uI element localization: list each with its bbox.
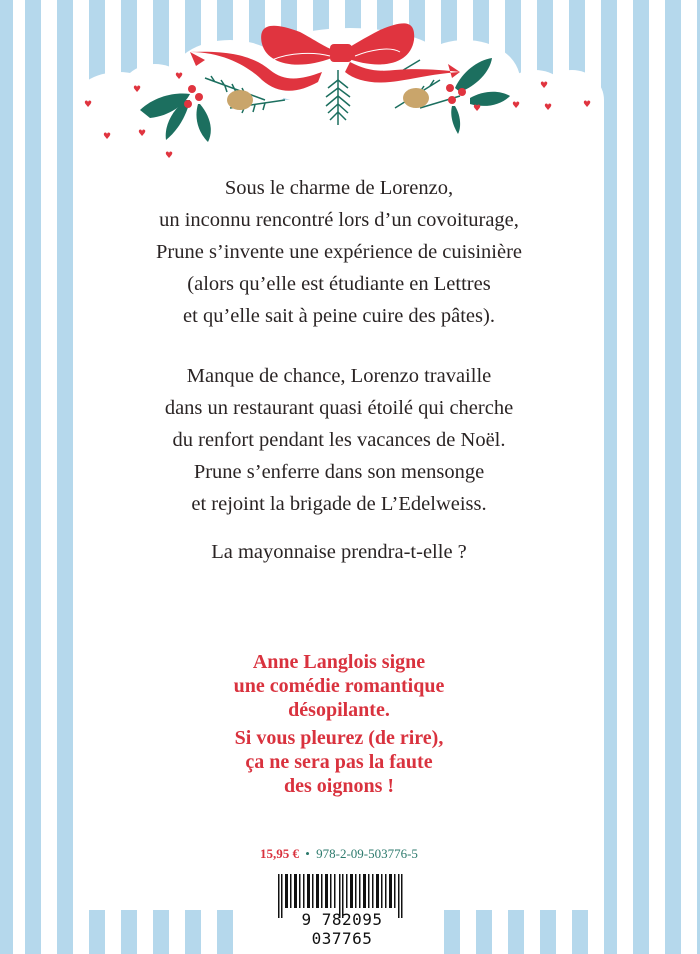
tagline-line: des oignons !: [283, 775, 395, 797]
svg-text:♥: ♥: [512, 101, 521, 111]
svg-text:♥: ♥: [583, 100, 592, 110]
svg-text:♥: ♥: [175, 72, 184, 82]
svg-text:♥: ♥: [103, 132, 112, 142]
svg-text:♥: ♥: [84, 100, 93, 110]
blurb-line: et rejoint la brigade de L’Edelweiss.: [191, 493, 487, 515]
holly-icon: [451, 58, 510, 134]
tagline-author: [74, 650, 604, 722]
svg-text:♥: ♥: [133, 85, 142, 95]
ribbon-tail-right: [345, 62, 460, 83]
svg-text:♥: ♥: [165, 151, 174, 161]
christmas-garland: [0, 0, 700, 170]
blurb-paragraph-2: [74, 360, 604, 520]
pinecone-icon: [403, 88, 429, 108]
price-isbn-line: [74, 846, 604, 862]
barcode: [272, 874, 412, 948]
blurb-question: La mayonnaise prendra-t-elle ?: [211, 541, 467, 563]
tagline-line: désopilante.: [288, 699, 390, 721]
blurb-line: dans un restaurant quasi étoilé qui cherche: [164, 397, 514, 419]
tagline-line: ça ne sera pas la faute: [245, 751, 433, 773]
blurb-line: (alors qu’elle est étudiante en Lettres: [187, 273, 491, 295]
price: 15,95 €: [260, 846, 300, 861]
isbn: 978-2-09-503776-5: [316, 846, 418, 861]
blurb-paragraph-1: [74, 172, 604, 332]
tagline-line: Anne Langlois signe: [252, 651, 426, 673]
svg-text:♥: ♥: [473, 104, 482, 114]
barcode-digits: 9 782095 037765: [301, 910, 383, 948]
pinecone-icon: [227, 90, 253, 110]
tagline-joke: [74, 726, 604, 798]
blurb-line: Sous le charme de Lorenzo,: [224, 177, 454, 199]
tagline-line: une comédie romantique: [233, 675, 445, 697]
svg-text:♥: ♥: [544, 103, 553, 113]
tagline-line: Si vous pleurez (de rire),: [234, 727, 444, 749]
blurb-line: Prune s’invente une expérience de cuisinière: [156, 241, 522, 263]
blurb-line: du renfort pendant les vacances de Noël.: [172, 429, 506, 451]
blurb-line: un inconnu rencontré lors d’un covoiturage,: [159, 209, 519, 231]
bottom-stripes-right: [444, 910, 588, 954]
ribbon-bow-icon: [261, 26, 334, 65]
bottom-stripes-left: [89, 910, 233, 954]
svg-text:♥: ♥: [540, 81, 549, 91]
svg-text:♥: ♥: [138, 129, 147, 139]
separator-dot: •: [305, 846, 310, 861]
blurb-line: Manque de chance, Lorenzo travaille: [186, 365, 492, 387]
blurb-line: Prune s’enferre dans son mensonge: [193, 461, 485, 483]
blurb-line: et qu’elle sait à peine cuire des pâtes).: [183, 305, 495, 327]
